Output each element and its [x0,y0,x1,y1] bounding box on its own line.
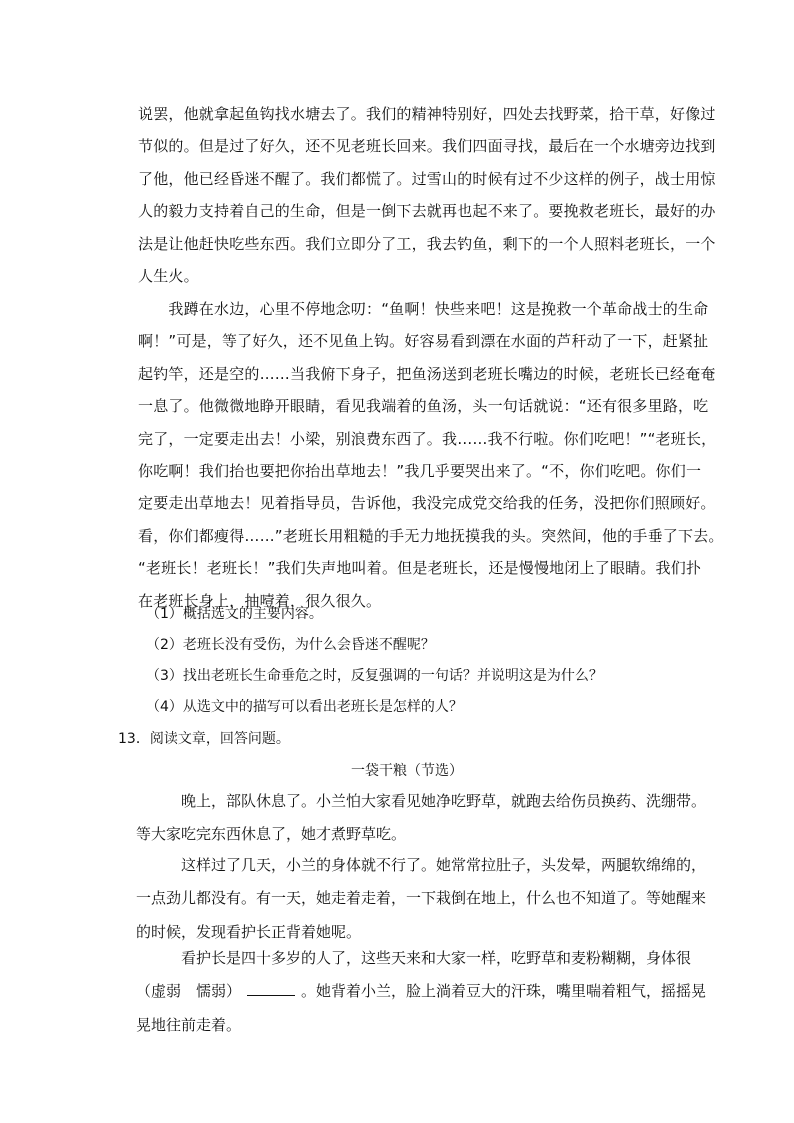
passage-title: 一袋干粮（节选） [351,763,463,779]
word-choice-options: （虚弱 懦弱） [136,982,242,1001]
text-line: 起钓竿，还是空的……当我俯下身子，把鱼汤送到老班长嘴边的时候，老班长已经奄奄 [138,364,716,383]
question-1: （1）概括选文的主要内容。 [146,606,323,622]
text-line: 节似的。但是过了好久，还不见老班长回来。我们四面寻找，最后在一个水塘旁边找到 [138,137,716,156]
section13-paragraph2 [136,849,707,949]
text-line: 晚上，部队休息了。小兰怕大家看见她净吃野草，就跑去给伤员换药、洗绷带。 [136,792,707,810]
text-line: 你吃啊！我们抬也要把你抬出草地去！”我几乎要哭出来了。“不，你们吃吧。你们一 [138,462,702,481]
question-3: （3）找出老班长生命垂危之时，反复强调的一句话？并说明这是为什么？ [146,668,603,684]
question-number-13: 13．阅读文章，回答问题。 [118,731,290,747]
text-line: 晃地往前走着。 [136,1015,242,1034]
text-line: 完了，一定要走出去！小梁，别浪费东西了。我……我不行啦。你们吃吧！”“老班长， [138,429,717,448]
text-line: 定要走出草地去！见着指导员，告诉他，我没完成党交给我的任务，没把你们照顾好。 [138,494,716,513]
text-line: 一点劲儿都没有。有一天，她走着走着，一下栽倒在地上，什么也不知道了。等她醒来 [136,889,707,908]
answer-blank[interactable] [247,981,295,996]
text-line: 的时候，发现看护长正背着她呢。 [136,922,362,941]
text-line-with-blank [136,975,707,1008]
text-segment: 。她背着小兰，脸上淌着豆大的汗珠，嘴里喘着粗气，摇摇晃 [301,982,707,1001]
text-line: 啊！”可是，等了好久，还不见鱼上钩。好容易看到漂在水面的芦秆动了一下，赶紧扯 [138,332,709,351]
text-line: 一息了。他微微地睁开眼睛，看见我端着的鱼汤，头一句话就说：“还有很多里路，吃 [138,397,709,416]
text-line: 说罢，他就拿起鱼钩找水塘去了。我们的精神特别好，四处去找野菜，拾干草，好像过 [138,105,716,123]
section13-paragraph1 [136,785,707,852]
text-line: 我蹲在水边，心里不停地念叨：“鱼啊！快些来吧！这是挽救一个革命战士的生命 [138,300,709,318]
text-line: 看，你们都瘦得……”老班长用粗糙的手无力地抚摸我的头。突然间，他的手垂了下去。 [138,526,724,545]
question-4: （4）从选文中的描写可以看出老班长是怎样的人？ [146,699,463,715]
text-line: 法是让他赶快吃些东西。我们立即分了工，我去钓鱼，剩下的一个人照料老班长，一个 [138,234,716,253]
section13-paragraph3 [136,942,707,1042]
passage1-paragraph1 [138,98,716,292]
text-line: 人生火。 [138,267,199,286]
text-line: 等大家吃完东西休息了，她才煮野草吃。 [136,825,407,844]
text-line: 人的毅力支持着自己的生命，但是一倒下去就再也起不来了。要挽救老班长，最好的办 [138,202,716,221]
text-line: 了他，他已经昏迷不醒了。我们都慌了。过雪山的时候有过不少这样的例子，战士用惊 [138,169,716,188]
text-line: “老班长！老班长！”我们失声地叫着。但是老班长，还是慢慢地闭上了眼睛。我们扑 [138,559,702,578]
text-line: 这样过了几天，小兰的身体就不行了。她常常拉肚子，头发晕，两腿软绵绵的， [136,856,707,874]
text-line: 在老班长身上，抽噎着，很久很久。 [138,591,382,610]
text-line: 看护长是四十多岁的人了，这些天来和大家一样，吃野草和麦粉糊糊，身体很 [136,949,692,967]
question-2: （2）老班长没有受伤，为什么会昏迷不醒呢？ [146,637,435,653]
passage1-paragraph2 [138,293,724,617]
